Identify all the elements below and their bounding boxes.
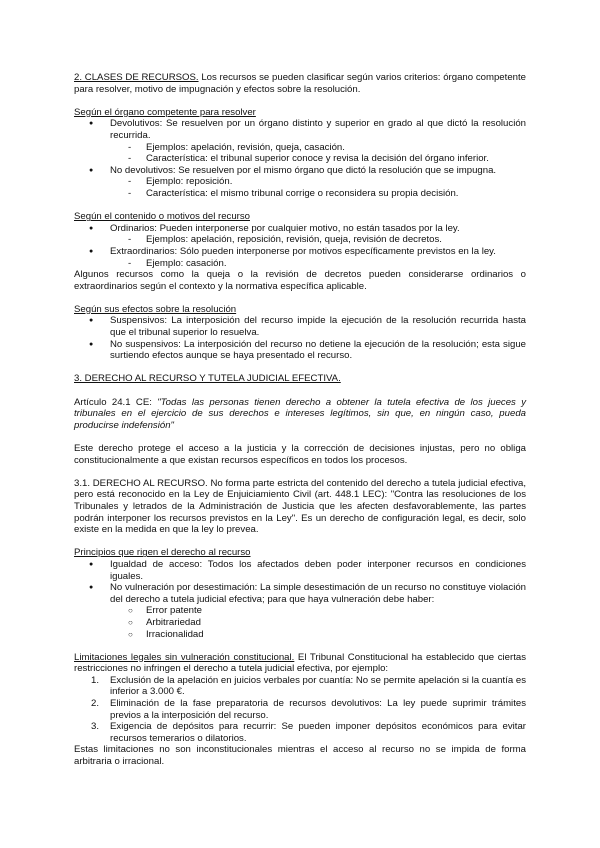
organo-heading: Según el órgano competente para resolver (74, 106, 256, 118)
limitaciones-list (74, 675, 526, 745)
organo-list (74, 118, 526, 199)
item-text: Exclusión de la apelación en juicios verbales por cuantía: No se permite apelación si la cuantía es inferior a 3.000 €. (110, 674, 526, 698)
list-subitem: ○ Irracionalidad (74, 629, 526, 641)
article-paragraph (74, 397, 526, 432)
list-item: ● No devolutivos: Se resuelven por el mismo órgano que dictó la resolución que se impugna. (74, 165, 526, 177)
item-number: 1. (91, 674, 100, 686)
section-2-title: 2. CLASES DE RECURSOS. (74, 72, 199, 83)
item-text: Eliminación de la fase preparatoria de recursos devolutivos: La ley puede suprimir trámites previos a la interposición del recurso. (110, 698, 526, 721)
list-subitem: ○ Arbitrariedad (74, 617, 526, 629)
limitaciones-closing: Estas limitaciones no son inconstitucionales mientras el acceso al recurso no se impida de forma arbitraria o irracional. (74, 744, 526, 768)
list-item: ● Ordinarios: Pueden interponerse por cualquier motivo, no están tasados por la ley. (74, 223, 526, 235)
section-3-title: 3. DERECHO AL RECURSO Y TUTELA JUDICIAL EFECTIVA. (74, 373, 341, 385)
list-subitem: - Característica: el tribunal superior conoce y revisa la decisión del órgano inferior. (74, 153, 526, 165)
list-subitem: - Característica: el mismo tribunal corrige o reconsidera su propia decisión. (74, 188, 526, 200)
list-item: ● No suspensivos: La interposición del recurso no detiene la ejecución de la resolución; esta sigue surtiendo efectos aunque se haya presentado el recurso. (74, 339, 526, 362)
list-item: ● Devolutivos: Se resuelven por un órgano distinto y superior en grado al que dictó la resolución recurrida. (74, 118, 526, 141)
list-subitem: - Ejemplos: apelación, reposición, revisión, queja, revisión de decretos. (74, 234, 526, 246)
list-subitem: - Ejemplo: reposición. (74, 176, 526, 188)
list-item: ● Suspensivos: La interposición del recurso impide la ejecución de la resolución recurrida hasta que el tribunal superior lo resuelva. (74, 315, 526, 338)
contenido-note: Algunos recursos como la queja o la revisión de decretos pueden considerarse ordinarios o extraordinarios según el contexto y la normativa específica aplicable. (74, 269, 526, 292)
list-item: ● Extraordinarios: Sólo pueden interponerse por motivos específicamente previstos en la ley. (74, 246, 526, 258)
article-label: Artículo 24.1 CE: (74, 396, 158, 408)
item-number: 3. (91, 721, 100, 733)
list-subitem: ○ Error patente (74, 605, 526, 617)
section-2-intro: Los recursos se pueden clasificar según varios criterios: órgano competente para resolver, motivo de impugnación y efectos sobre la resolución. (74, 72, 526, 95)
numbered-item (74, 721, 526, 744)
efectos-list (74, 315, 526, 361)
principios-list (74, 559, 526, 640)
contenido-list (74, 223, 526, 269)
protege-paragraph: Este derecho protege el acceso a la justicia y la corrección de decisiones injustas, pero no obliga constitucionalmente a que existan recursos específicos en todos los procesos. (74, 443, 526, 466)
efectos-heading: Según sus efectos sobre la resolución (74, 303, 237, 315)
section-3-1-paragraph: 3.1. DERECHO AL RECURSO. No forma parte estricta del contenido del derecho a tutela judicial efectiva, pero está reconocido en la Ley de Enjuiciamiento Civil (art. 448.1 LEC): "Contra las resoluciones de los Tribunales y letrados de la Administración de Justicia que les afecten desfavorablemente, las partes podrán interponer los recursos previstos en la Ley". Es un derecho de configuración legal, es decir, solo existe en la medida en que la ley lo prevea. (74, 477, 526, 536)
item-text: Exigencia de depósitos para recurrir: Se pueden imponer depósitos económicos para evitar recursos temerarios o dilatorios. (110, 721, 526, 744)
numbered-item (74, 698, 526, 721)
principios-heading: Principios que rigen el derecho al recurso (74, 547, 251, 559)
limitaciones-intro: El Tribunal Constitucional ha establecido que ciertas restricciones no infringen el derecho a tutela judicial efectiva, por ejemplo: (74, 651, 526, 675)
item-number: 2. (91, 698, 100, 710)
list-item: ● No vulneración por desestimación: La simple desestimación de un recurso no constituye violación del derecho a tutela judicial efectiva; para que haya vulneración debe haber: (74, 582, 526, 605)
contenido-heading: Según el contenido o motivos del recurso (74, 211, 250, 223)
list-subitem: - Ejemplos: apelación, revisión, queja, casación. (74, 142, 526, 154)
list-item: ● Igualdad de acceso: Todos los afectados deben poder interponer recursos en condiciones iguales. (74, 559, 526, 582)
article-quote: "Todas las personas tienen derecho a obtener la tutela efectiva de los jueces y tribunales en el ejercicio de sus derechos e intereses legítimos, sin que, en ningún caso, pueda producirse indefensión" (74, 396, 526, 431)
section-2-paragraph (74, 72, 526, 95)
limitaciones-paragraph (74, 652, 526, 675)
list-subitem: - Ejemplo: casación. (74, 258, 526, 270)
document-page (74, 72, 526, 768)
limitaciones-heading: Limitaciones legales sin vulneración constitucional. (74, 651, 295, 663)
numbered-item (74, 675, 526, 698)
